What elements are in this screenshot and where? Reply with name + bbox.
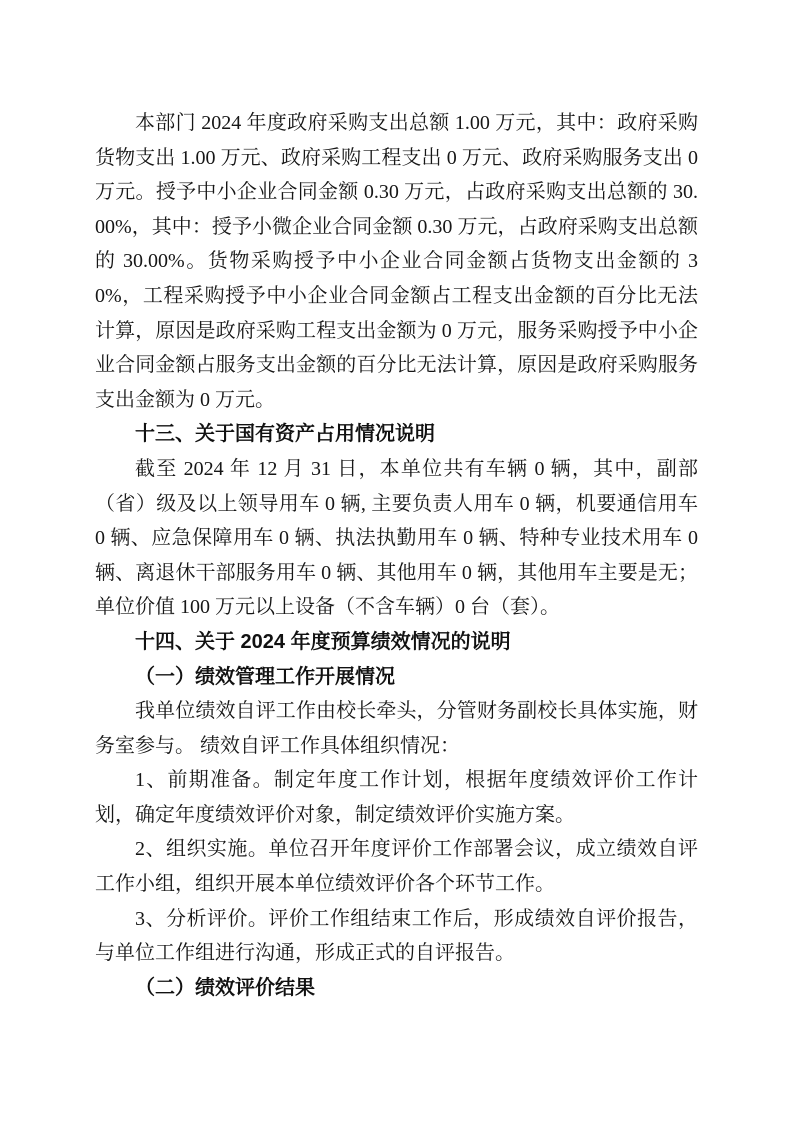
paragraph: 本部门 2024 年度政府采购支出总额 1.00 万元，其中：政府采购货物支出 1.00 万元、政府采购工程支出 0 万元、政府采购服务支出 0 万元。授予中小企业合同金额 0.30 万元，占政府采购支出总额的 30.00%，其中：授予小微企业合同金额 0.30 万元，占政府采购支出总额的 30.00%。货物采购授予中小企业合同金额占货物支出金额的 30%，工程采购授予中小企业合同金额占工程支出金额的百分比无法计算，原因是政府采购工程支出金额为 0 万元，服务采购授予中小企业合同金额占服务支出金额的百分比无法计算，原因是政府采购服务支出金额为 0 万元。 [95, 112, 698, 411]
paragraph: 我单位绩效自评工作由校长牵头，分管财务副校长具体实施，财务室参与。 绩效自评工作具体组织情况： [95, 700, 698, 757]
paragraph: 截至 2024 年 12 月 31 日，本单位共有车辆 0 辆，其中，副部（省）级及以上领导用车 0 辆, 主要负责人用车 0 辆，机要通信用车 0 辆、应急保障用车 0 辆、执法执勤用车 0 辆、特种专业技术用车 0 辆、离退休干部服务用车 0 辆、其他用车 0 辆，其他用车主要是无；单位价值 100 万元以上设备（不含车辆）0 台（套）。 [95, 457, 698, 619]
section-heading: （二）绩效评价结果 [135, 976, 315, 999]
section-heading: 十三、关于国有资产占用情况说明 [135, 423, 435, 446]
paragraph: 3、分析评价。评价工作组结束工作后，形成绩效自评价报告，与单位工作组进行沟通，形成正式的自评报告。 [95, 907, 698, 965]
section-heading: （一）绩效管理工作开展情况 [135, 665, 395, 688]
paragraph: 2、组织实施。单位召开年度评价工作部署会议，成立绩效自评工作小组，组织开展本单位绩效评价各个环节工作。 [95, 838, 698, 896]
document-content [95, 106, 698, 1005]
paragraph: 1、前期准备。制定年度工作计划，根据年度绩效评价工作计划，确定年度绩效评价对象，制定绩效评价实施方案。 [95, 769, 698, 826]
section-heading: 十四、关于 2024 年度预算绩效情况的说明 [135, 630, 511, 653]
